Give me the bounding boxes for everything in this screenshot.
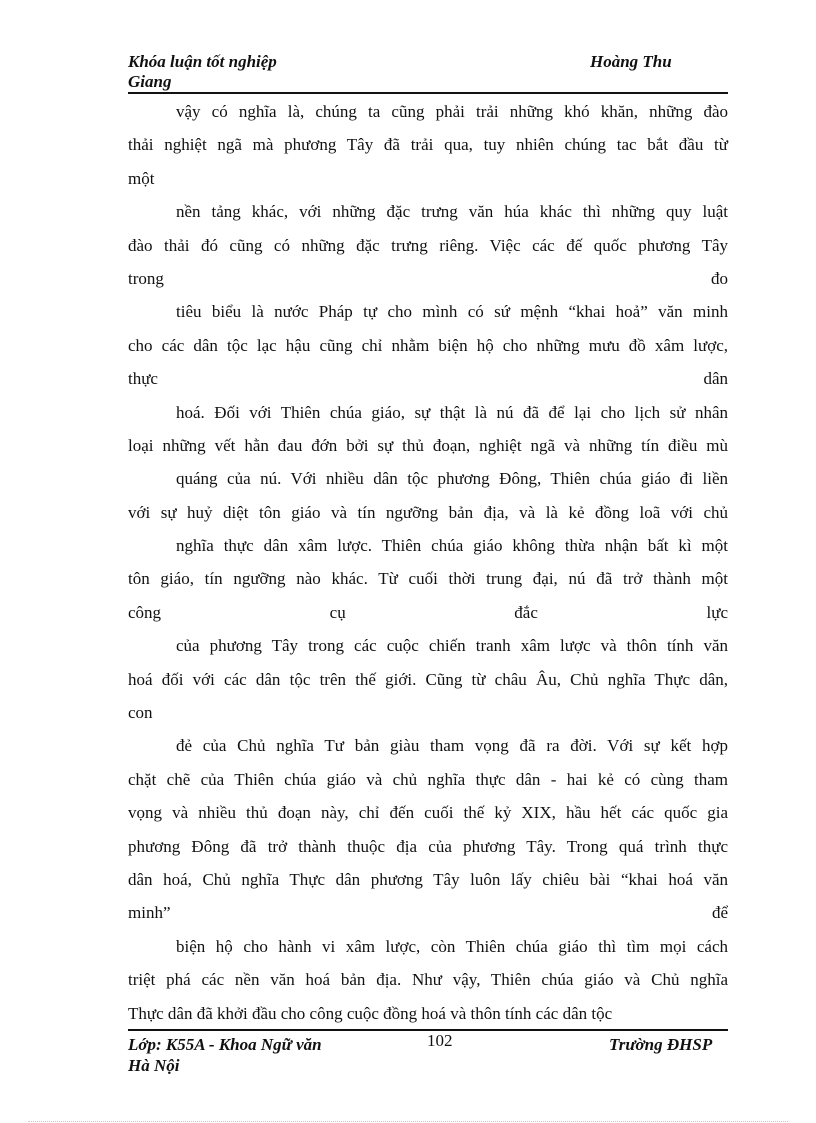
text-line: triệt phá các nền văn hoá bản địa. Như vậy, Thiên chúa giáo và Chủ nghĩa bbox=[128, 970, 728, 990]
page-number: 102 bbox=[427, 1031, 453, 1050]
text-line: hoá đối với các dân tộc trên thế giới. Cũng từ châu Âu, Chủ nghĩa Thực dân, bbox=[128, 669, 728, 689]
footer-left-continued: Hà Nội bbox=[128, 1056, 180, 1075]
text-line: đẻ của Chủ nghĩa Tư bản giàu tham vọng đã ra đời. Với sự kết hợp bbox=[176, 736, 728, 756]
text-line: loại những vết hằn đau đớn bởi sự thủ đoạn, nghiệt ngã và những tín điều mù bbox=[128, 435, 728, 455]
text-line: vọng và nhiều thủ đoạn này, chỉ đến cuối thế kỷ XIX, hầu hết các quốc gia bbox=[128, 803, 728, 823]
text-line: biện hộ cho hành vi xâm lược, còn Thiên chúa giáo thì tìm mọi cách bbox=[176, 936, 728, 956]
text-line: một bbox=[128, 168, 155, 188]
footer-left: Lớp: K55A - Khoa Ngữ văn bbox=[128, 1035, 322, 1054]
text-line: thực dân bbox=[128, 369, 728, 389]
header-right: Hoàng Thu bbox=[590, 52, 672, 71]
text-line: cho các dân tộc lạc hậu cũng chỉ nhằm biện hộ cho những mưu đồ xâm lược, bbox=[128, 335, 728, 355]
text-line: với sự huỷ diệt tôn giáo và tín ngưỡng bản địa, và là kẻ đồng loã với chủ bbox=[128, 502, 728, 522]
text-line: chặt chẽ của Thiên chúa giáo và chủ nghĩa thực dân - hai kẻ có cùng tham bbox=[128, 769, 728, 789]
footer-right: Trường ĐHSP bbox=[609, 1035, 713, 1054]
text-line: Thực dân đã khởi đầu cho công cuộc đồng hoá và thôn tính các dân tộc bbox=[128, 1003, 613, 1023]
page-edge-dotted-line bbox=[28, 1121, 788, 1122]
text-line: nghĩa thực dân xâm lược. Thiên chúa giáo không thừa nhận bất kì một bbox=[176, 536, 728, 556]
text-line: minh” để bbox=[128, 903, 728, 923]
text-line: của phương Tây trong các cuộc chiến tranh xâm lược và thôn tính văn bbox=[176, 636, 728, 656]
text-line: phương Đông đã trở thành thuộc địa của phương Tây. Trong quá trình thực bbox=[128, 836, 728, 856]
body-text bbox=[128, 95, 728, 1030]
text-line: con bbox=[128, 703, 153, 723]
text-line: tôn giáo, tín ngưỡng nào khác. Từ cuối thời trung đại, nú đã trở thành một bbox=[128, 569, 728, 589]
text-line: dân hoá, Chủ nghĩa Thực dân phương Tây luôn lấy chiêu bài “khai hoá văn bbox=[128, 869, 728, 889]
header-left: Khóa luận tốt nghiệp bbox=[128, 52, 277, 71]
text-line: tiêu biểu là nước Pháp tự cho mình có sứ mệnh “khai hoả” văn minh bbox=[176, 302, 728, 322]
text-line: trong đo bbox=[128, 268, 728, 288]
header-rule bbox=[128, 92, 728, 94]
text-line: vậy có nghĩa là, chúng ta cũng phải trải những khó khăn, những đào bbox=[176, 102, 728, 121]
text-line: đào thải đó cũng có những đặc trưng riêng. Việc các đế quốc phương Tây bbox=[128, 235, 728, 255]
text-line: quáng của nú. Với nhiều dân tộc phương Đông, Thiên chúa giáo đi liền bbox=[176, 469, 728, 489]
text-line: thải nghiệt ngã mà phương Tây đã trải qua, tuy nhiên chúng tac bắt đầu từ bbox=[128, 135, 728, 155]
text-line: công cụ đắc lực bbox=[128, 602, 728, 622]
header-left-continued: Giang bbox=[128, 72, 172, 91]
text-line: nền tảng khác, với những đặc trưng văn húa khác thì những quy luật bbox=[176, 202, 728, 222]
text-line: hoá. Đối với Thiên chúa giáo, sự thật là nú đã để lại cho lịch sử nhân bbox=[176, 402, 728, 422]
